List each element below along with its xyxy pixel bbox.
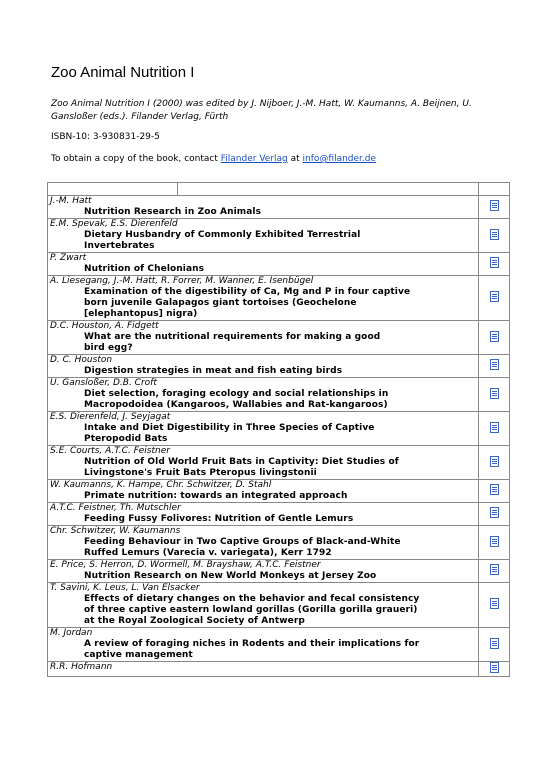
entry-cell bbox=[48, 503, 479, 526]
entry-cell bbox=[48, 446, 479, 480]
header-cell bbox=[178, 183, 479, 196]
entry-cell bbox=[48, 219, 479, 253]
entry-title: Livingstone's Fruit Bats Pteropus livingstonii bbox=[84, 468, 317, 478]
document-icon[interactable] bbox=[490, 662, 499, 673]
header-cell bbox=[479, 183, 510, 196]
entry-authors: T. Savini, K. Leus, L. Van Elsacker bbox=[50, 583, 200, 593]
entry-title: A review of foraging niches in Rodents and their implications for bbox=[84, 639, 420, 649]
table-row bbox=[48, 446, 510, 480]
entry-title: Digestion strategies in meat and fish eating birds bbox=[84, 366, 343, 376]
entry-authors: D. C. Houston bbox=[50, 355, 113, 365]
entry-title: Examination of the digestibility of Ca, Mg and P in four captive bbox=[84, 287, 411, 297]
entry-title: Feeding Fussy Folivores: Nutrition of Gentle Lemurs bbox=[84, 514, 354, 524]
entry-cell bbox=[48, 276, 479, 321]
icon-cell bbox=[479, 662, 510, 677]
entry-title: Nutrition of Chelonians bbox=[84, 264, 205, 274]
document-icon[interactable] bbox=[490, 331, 499, 342]
entry-title: What are the nutritional requirements for making a good bbox=[84, 332, 381, 342]
table-header-row bbox=[48, 183, 510, 196]
document-icon[interactable] bbox=[490, 422, 499, 433]
entry-title: Dietary Husbandry of Commonly Exhibited Terrestrial bbox=[84, 230, 361, 240]
entry-cell bbox=[48, 355, 479, 378]
entry-authors: E.M. Spevak, E.S. Dierenfeld bbox=[50, 219, 178, 229]
table-row bbox=[48, 253, 510, 276]
entry-authors: M. Jordan bbox=[50, 628, 93, 638]
document-icon[interactable] bbox=[490, 536, 499, 547]
icon-cell bbox=[479, 219, 510, 253]
email-link[interactable]: info@filander.de bbox=[302, 154, 377, 164]
entry-authors: A.T.C. Feistner, Th. Mutschler bbox=[50, 503, 181, 513]
entry-cell bbox=[48, 560, 479, 583]
document-icon[interactable] bbox=[490, 564, 499, 575]
icon-cell bbox=[479, 583, 510, 628]
entry-title: born juvenile Galapagos giant tortoises (Geochelone bbox=[84, 298, 357, 308]
contact-middle: at bbox=[287, 154, 303, 164]
entry-authors: A. Liesegang, J.-M. Hatt, R. Forrer, M. Wanner, E. Isenbügel bbox=[50, 276, 314, 286]
entry-authors: S.E. Courts, A.T.C. Feistner bbox=[50, 446, 170, 456]
entry-title: Invertebrates bbox=[84, 241, 155, 251]
entry-cell bbox=[48, 583, 479, 628]
document-icon[interactable] bbox=[490, 257, 499, 268]
icon-cell bbox=[479, 526, 510, 560]
entry-authors: R.R. Hofmann bbox=[50, 662, 113, 672]
document-icon[interactable] bbox=[490, 229, 499, 240]
entry-title: Primate nutrition: towards an integrated approach bbox=[84, 491, 348, 501]
icon-cell bbox=[479, 628, 510, 662]
icon-cell bbox=[479, 480, 510, 503]
entry-cell bbox=[48, 628, 479, 662]
entry-authors: W. Kaumanns, K. Hampe, Chr. Schwitzer, D. Stahl bbox=[50, 480, 272, 490]
table-row bbox=[48, 412, 510, 446]
entry-cell bbox=[48, 412, 479, 446]
entry-title: Nutrition Research on New World Monkeys at Jersey Zoo bbox=[84, 571, 377, 581]
publications-table bbox=[47, 182, 510, 677]
icon-cell bbox=[479, 412, 510, 446]
icon-cell bbox=[479, 253, 510, 276]
table-row bbox=[48, 526, 510, 560]
entry-cell bbox=[48, 480, 479, 503]
entry-title: at the Royal Zoological Society of Antwerp bbox=[84, 616, 305, 626]
entry-title: Nutrition of Old World Fruit Bats in Captivity: Diet Studies of bbox=[84, 457, 399, 467]
table-row bbox=[48, 196, 510, 219]
filander-link[interactable]: Filander Verlag bbox=[220, 154, 288, 164]
icon-cell bbox=[479, 321, 510, 355]
icon-cell bbox=[479, 276, 510, 321]
entry-authors: Chr. Schwitzer, W. Kaumanns bbox=[50, 526, 181, 536]
icon-cell bbox=[479, 355, 510, 378]
entry-cell bbox=[48, 526, 479, 560]
entry-title: Nutrition Research in Zoo Animals bbox=[84, 207, 262, 217]
table-row bbox=[48, 503, 510, 526]
entry-authors: D.C. Houston, A. Fidgett bbox=[50, 321, 159, 331]
table-row bbox=[48, 355, 510, 378]
table-row bbox=[48, 321, 510, 355]
table-row bbox=[48, 560, 510, 583]
entry-authors: J.-M. Hatt bbox=[50, 196, 92, 206]
entry-title: Ruffed Lemurs (Varecia v. variegata), Kerr 1792 bbox=[84, 548, 332, 558]
isbn-text: ISBN-10: 3-930831-29-5 bbox=[51, 132, 160, 142]
table-row bbox=[48, 662, 510, 677]
document-icon[interactable] bbox=[490, 291, 499, 302]
page-title: Zoo Animal Nutrition I bbox=[51, 64, 195, 81]
icon-cell bbox=[479, 196, 510, 219]
entry-authors: E. Price, S. Herron, D. Wormell, M. Brayshaw, A.T.C. Feistner bbox=[50, 560, 321, 570]
document-icon[interactable] bbox=[490, 359, 499, 370]
document-icon[interactable] bbox=[490, 507, 499, 518]
intro-text: Zoo Animal Nutrition I (2000) was edited by J. Nijboer, J.-M. Hatt, W. Kaumanns, A. Beijnen, U. Gansloßer (eds.). Filander Verlag, Fürth bbox=[51, 99, 472, 122]
table-row bbox=[48, 219, 510, 253]
table-row bbox=[48, 583, 510, 628]
entry-cell bbox=[48, 253, 479, 276]
entry-cell bbox=[48, 196, 479, 219]
document-icon[interactable] bbox=[490, 638, 499, 649]
entry-title: bird egg? bbox=[84, 343, 133, 353]
table-row bbox=[48, 276, 510, 321]
entry-cell bbox=[48, 662, 479, 677]
entry-title: Diet selection, foraging ecology and social relationships in bbox=[84, 389, 389, 399]
entry-cell bbox=[48, 321, 479, 355]
icon-cell bbox=[479, 378, 510, 412]
contact-prefix: To obtain a copy of the book, contact bbox=[51, 154, 221, 164]
entry-cell bbox=[48, 378, 479, 412]
entry-authors: E.S. Dierenfeld, J. Seyjagat bbox=[50, 412, 171, 422]
document-icon[interactable] bbox=[490, 200, 499, 211]
table-row bbox=[48, 480, 510, 503]
contact-line bbox=[51, 154, 376, 164]
entry-title: Intake and Diet Digestibility in Three Species of Captive bbox=[84, 423, 375, 433]
document-icon[interactable] bbox=[490, 388, 499, 399]
entry-title: Effects of dietary changes on the behavior and fecal consistency bbox=[84, 594, 420, 604]
entry-title: of three captive eastern lowland gorillas (Gorilla gorilla graueri) bbox=[84, 605, 418, 615]
document-icon[interactable] bbox=[490, 456, 499, 467]
table-row bbox=[48, 378, 510, 412]
icon-cell bbox=[479, 503, 510, 526]
document-icon[interactable] bbox=[490, 598, 499, 609]
entry-title: Feeding Behaviour in Two Captive Groups of Black-and-White bbox=[84, 537, 401, 547]
icon-cell bbox=[479, 446, 510, 480]
document-icon[interactable] bbox=[490, 484, 499, 495]
entry-title: Pteropodid Bats bbox=[84, 434, 168, 444]
entry-authors: U. Gansloßer, D.B. Croft bbox=[50, 378, 157, 388]
entry-authors: P. Zwart bbox=[50, 253, 87, 263]
entry-title: [elephantopus] nigra) bbox=[84, 309, 198, 319]
entry-title: Macropodoidea (Kangaroos, Wallabies and Rat-kangaroos) bbox=[84, 400, 388, 410]
entry-title: captive management bbox=[84, 650, 193, 660]
header-cell bbox=[48, 183, 178, 196]
table-row bbox=[48, 628, 510, 662]
icon-cell bbox=[479, 560, 510, 583]
